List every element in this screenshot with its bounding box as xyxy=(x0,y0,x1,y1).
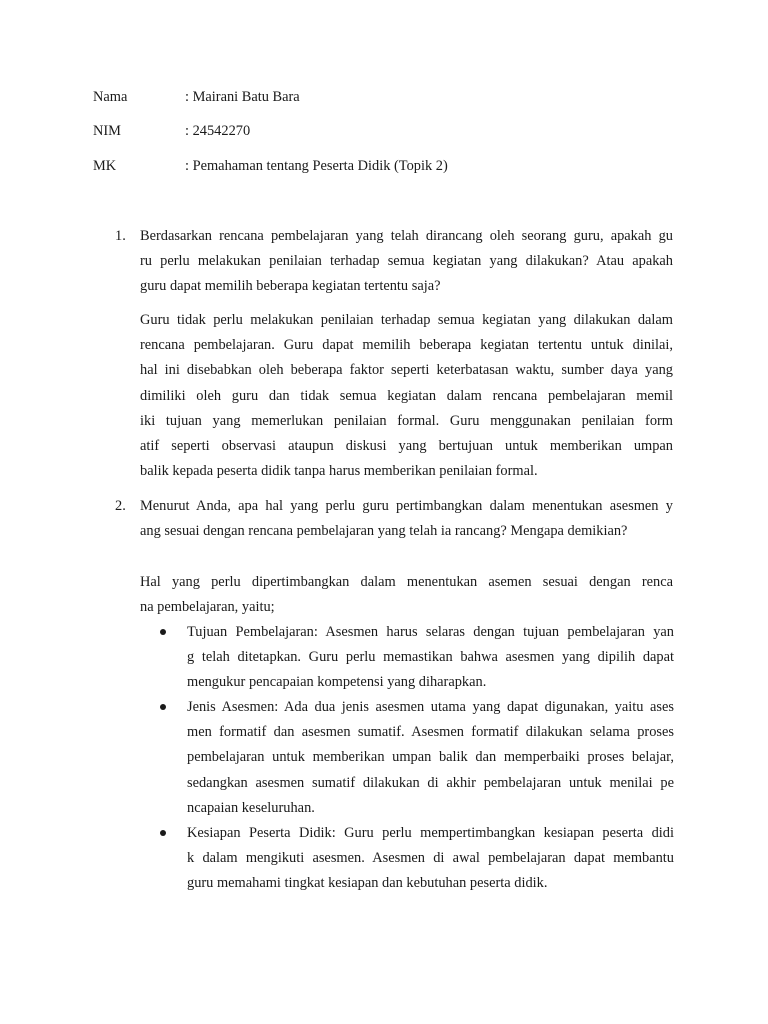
bullet-line: k dalam mengikuti asesmen. Asesmen di awal pembelajaran dapat membantu xyxy=(187,850,674,867)
question-1-text xyxy=(140,224,673,300)
meta-mk xyxy=(93,156,693,176)
question-2-line: ang sesuai dengan rencana pembelajaran yang telah ia rancang? Mengapa demikian? xyxy=(140,523,628,540)
answer-2-intro-line: Hal yang perlu dipertimbangkan dalam menentukan asemen sesuai dengan renca xyxy=(140,574,673,590)
question-2-line: Menurut Anda, apa hal yang perlu guru pertimbangkan dalam menentukan asesmen y xyxy=(140,498,673,514)
bullet-line: g telah ditetapkan. Guru perlu memastikan bahwa asesmen yang dipilih dapat xyxy=(187,649,674,666)
bullet-line: men formatif dan asesmen sumatif. Asesmen formatif dilakukan selama proses xyxy=(187,724,674,741)
answer-1-line: Guru tidak perlu melakukan penilaian terhadap semua kegiatan yang dilakukan dalam xyxy=(140,312,673,328)
bullet-line: pembelajaran untuk memberikan umpan balik dan memperbaiki proses belajar, xyxy=(187,749,674,766)
answer-1-line: balik kepada peserta didik tanpa harus memberikan penilaian formal. xyxy=(140,463,538,480)
meta-nim xyxy=(93,121,693,141)
bullet-dot-icon xyxy=(160,830,166,836)
bullet-item-tujuan xyxy=(187,620,674,696)
bullet-item-kesiapan xyxy=(187,821,674,897)
bullet-line: Kesiapan Peserta Didik: Guru perlu mempertimbangkan kesiapan peserta didi xyxy=(187,825,674,841)
bullet-line: sedangkan asesmen sumatif dilakukan di akhir pembelajaran untuk menilai pe xyxy=(187,774,674,791)
bullet-item-jenis xyxy=(187,695,674,821)
answer-1-text xyxy=(140,308,673,484)
answer-1-line: hal ini disebabkan oleh beberapa faktor seperti keterbatasan waktu, sumber daya yang xyxy=(140,362,673,379)
meta-nama xyxy=(93,87,693,107)
question-1-number: 1. xyxy=(115,228,126,244)
answer-1-line: dimiliki oleh guru dan tidak semua kegiatan dalam rencana pembelajaran memil xyxy=(140,387,673,404)
answer-1-line: iki tujuan yang memerlukan penilaian formal. Guru menggunakan penilaian form xyxy=(140,412,673,429)
bullet-line: guru memahami tingkat kesiapan dan kebutuhan peserta didik. xyxy=(187,875,548,892)
question-2-text xyxy=(140,494,673,544)
bullet-line: mengukur pencapaian kompetensi yang diharapkan. xyxy=(187,674,487,691)
nama-label: Nama xyxy=(93,89,128,105)
nama-value: : Mairani Batu Bara xyxy=(185,89,300,105)
question-2-number: 2. xyxy=(115,498,126,514)
bullet-line: ncapaian keseluruhan. xyxy=(187,799,315,816)
bullet-line: Jenis Asesmen: Ada dua jenis asesmen utama yang dapat digunakan, yaitu ases xyxy=(187,699,674,715)
mk-value: : Pemahaman tentang Peserta Didik (Topik 2) xyxy=(185,158,448,174)
answer-1-line: atif seperti observasi ataupun diskusi yang bertujuan untuk memberikan umpan xyxy=(140,437,673,454)
question-1-line: Berdasarkan rencana pembelajaran yang telah dirancang oleh seorang guru, apakah gu xyxy=(140,228,673,244)
bullet-dot-icon xyxy=(160,629,166,635)
mk-label: MK xyxy=(93,158,117,174)
answer-1-line: rencana pembelajaran. Guru dapat memilih beberapa kegiatan tertentu untuk dinilai, xyxy=(140,337,673,354)
bullet-line: Tujuan Pembelajaran: Asesmen harus selaras dengan tujuan pembelajaran yan xyxy=(187,624,674,640)
answer-2-intro xyxy=(140,570,673,620)
nim-label: NIM xyxy=(93,123,121,139)
question-1-line: ru perlu melakukan penilaian terhadap semua kegiatan yang dilakukan? Atau apakah xyxy=(140,253,673,270)
bullet-dot-icon xyxy=(160,704,166,710)
question-1-line: guru dapat memilih beberapa kegiatan tertentu saja? xyxy=(140,278,441,295)
answer-2-intro-line: na pembelajaran, yaitu; xyxy=(140,599,275,616)
nim-value: : 24542270 xyxy=(185,123,251,139)
